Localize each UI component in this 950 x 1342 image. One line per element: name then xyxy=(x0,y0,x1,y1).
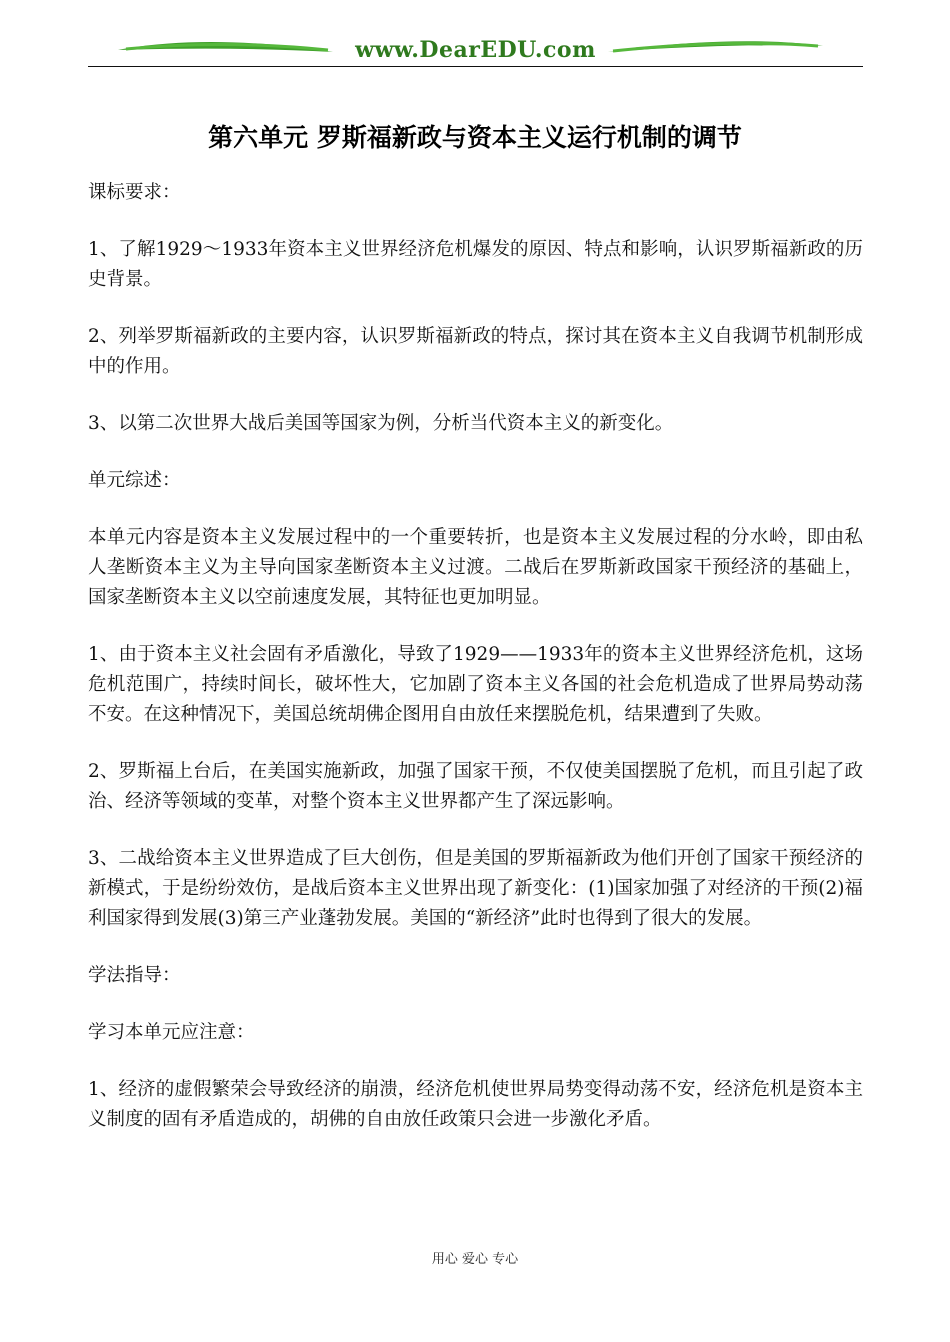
paragraph: 3、以第二次世界大战后美国等国家为例，分析当代资本主义的新变化。 xyxy=(88,413,674,434)
paragraph: 2、罗斯福上台后，在美国实施新政，加强了国家干预，不仅使美国摆脱了危机，而且引起了政治、经济等领域的变革，对整个资本主义世界都产生了深远影响。 xyxy=(88,761,863,812)
site-header-logo xyxy=(88,28,863,68)
site-logo-text: www.DearEDU.com xyxy=(355,37,596,63)
section-heading-overview: 单元综述： xyxy=(88,470,181,491)
paragraph: 本单元内容是资本主义发展过程中的一个重要转折，也是资本主义发展过程的分水岭，即由私人垄断资本主义为主导向国家垄断资本主义过渡。二战后在罗斯新政国家干预经济的基础上，国家垄断资本主义以空前速度发展，其特征也更加明显。 xyxy=(88,527,863,608)
paragraph: 2、列举罗斯福新政的主要内容，认识罗斯福新政的特点，探讨其在资本主义自我调节机制形成中的作用。 xyxy=(88,326,863,377)
paragraph: 1、经济的虚假繁荣会导致经济的崩溃，经济危机使世界局势变得动荡不安，经济危机是资本主义制度的固有矛盾造成的，胡佛的自由放任政策只会进一步激化矛盾。 xyxy=(88,1079,863,1130)
paragraph: 1、由于资本主义社会固有矛盾激化，导致了1929——1933年的资本主义世界经济危机，这场危机范围广，持续时间长，破坏性大，它加剧了资本主义各国的社会危机造成了世界局势动荡不安。在这种情况下，美国总统胡佛企图用自由放任来摆脱危机，结果遭到了失败。 xyxy=(88,644,863,725)
paragraph: 1、了解1929～1933年资本主义世界经济危机爆发的原因、特点和影响，认识罗斯福新政的历史背景。 xyxy=(88,239,863,290)
section-heading-curriculum: 课标要求： xyxy=(88,182,181,203)
header-divider xyxy=(88,66,863,67)
section-heading-study-guide: 学法指导： xyxy=(88,965,181,986)
page-footer: 用心 爱心 专心 xyxy=(431,1252,519,1267)
paragraph: 学习本单元应注意： xyxy=(88,1022,255,1043)
document-body xyxy=(88,178,863,1162)
document-title: 第六单元 罗斯福新政与资本主义运行机制的调节 xyxy=(208,123,742,152)
paragraph: 3、二战给资本主义世界造成了巨大创伤，但是美国的罗斯福新政为他们开创了国家干预经济的新模式，于是纷纷效仿，是战后资本主义世界出现了新变化：(1)国家加强了对经济的干预(2)福利国家得到发展(3)第三产业蓬勃发展。美国的“新经济”此时也得到了很大的发展。 xyxy=(88,848,863,929)
